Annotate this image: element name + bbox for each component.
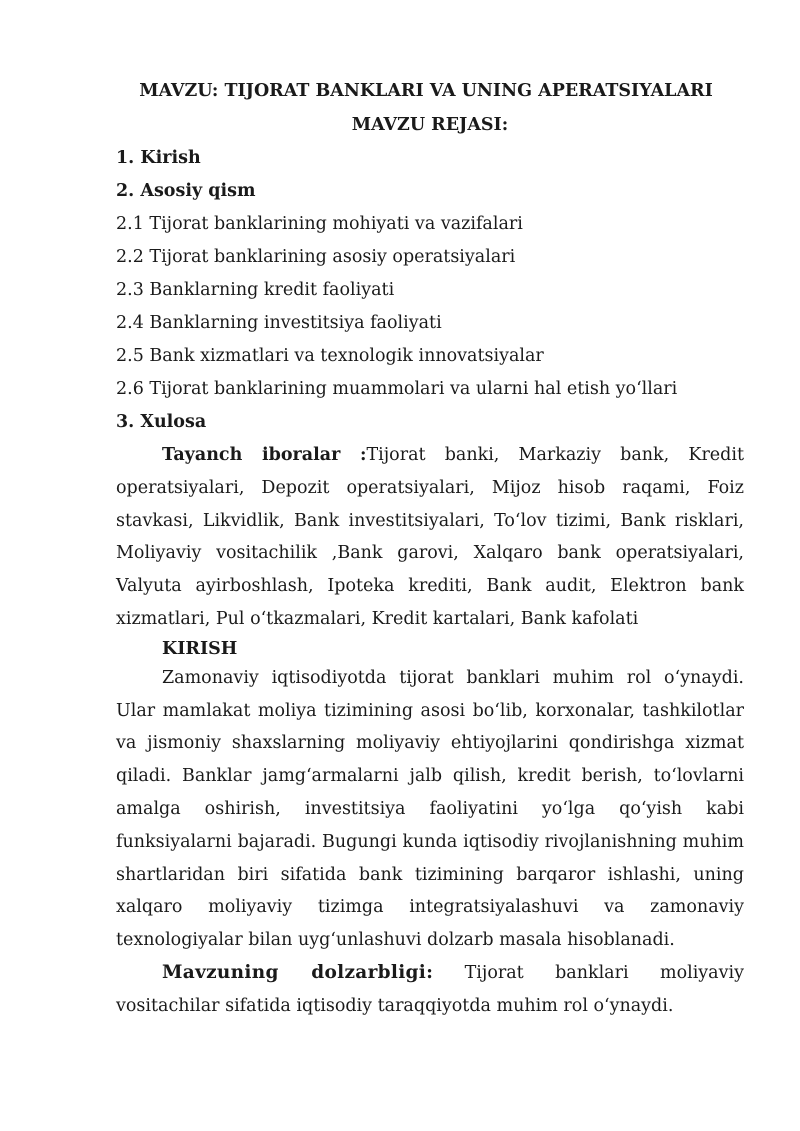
- outline-item: 2.5 Bank xizmatlari va texnologik innovatsiyalar: [116, 346, 544, 366]
- plan-outline: [116, 142, 744, 439]
- outline-item: 1. Kirish: [116, 148, 201, 168]
- outline-item: 2.3 Banklarning kredit faoliyati: [116, 280, 395, 300]
- outline-item: 2.4 Banklarning investitsiya faoliyati: [116, 313, 442, 333]
- keywords-paragraph: [116, 439, 744, 636]
- outline-item: 2.6 Tijorat banklarining muammolari va ularni hal etish yo‘llari: [116, 379, 678, 399]
- keywords-text: Tijorat banki, Markaziy bank, Kredit operatsiyalari, Depozit operatsiyalari, Mijoz hisob raqami, Foiz stavkasi, Likvidlik, Bank investitsiyalari, To‘lov tizimi, Bank risklari, Moliyaviy vositachilik ,Bank garovi, Xalqaro bank operatsiyalari, Valyuta ayirboshlash, Ipoteka krediti, Bank audit, Elektron bank xizmatlari, Pul o‘tkazmalari, Kredit kartalari, Bank kafolati: [116, 445, 744, 629]
- plan-title: MAVZU REJASI:: [351, 115, 509, 135]
- relevance-label: Mavzuning dolzarbligi:: [162, 961, 434, 983]
- outline-item: 2. Asosiy qism: [116, 181, 256, 201]
- document-title: MAVZU: TIJORAT BANKLARI VA UNING APERATSIYALARI: [139, 81, 713, 101]
- intro-heading: KIRISH: [162, 638, 238, 659]
- intro-paragraph: Zamonaviy iqtisodiyotda tijorat banklari muhim rol o‘ynaydi. Ular mamlakat moliya tizimining asosi bo‘lib, korxonalar, tashkilotlar va jismoniy shaxslarning moliyaviy ehtiyojlarini qondirishga xizmat qiladi. Banklar jamg‘armalarni jalb qilish, kredit berish, to‘lovlarni amalga oshirish, investitsiya faoliyatini yo‘lga qo‘yish kabi funksiyalarni bajaradi. Bugungi kunda iqtisodiy rivojlanishning muhim shartlaridan biri sifatida bank tizimining barqaror ishlashi, uning xalqaro moliyaviy tizimga integratsiyalashuvi va zamonaviy texnologiyalar bilan uyg‘unlashuvi dolzarb masala hisoblanadi.: [116, 667, 744, 951]
- outline-item: 3. Xulosa: [116, 412, 207, 432]
- relevance-text: Tijorat banklari moliyaviy vositachilar sifatida iqtisodiy taraqqiyotda muhim rol o‘ynaydi.: [116, 962, 744, 1016]
- outline-item: 2.1 Tijorat banklarining mohiyati va vazifalari: [116, 214, 523, 234]
- relevance-paragraph: [116, 957, 744, 1023]
- keywords-label: Tayanch iboralar :: [162, 445, 367, 465]
- outline-item: 2.2 Tijorat banklarining asosiy operatsiyalari: [116, 247, 516, 267]
